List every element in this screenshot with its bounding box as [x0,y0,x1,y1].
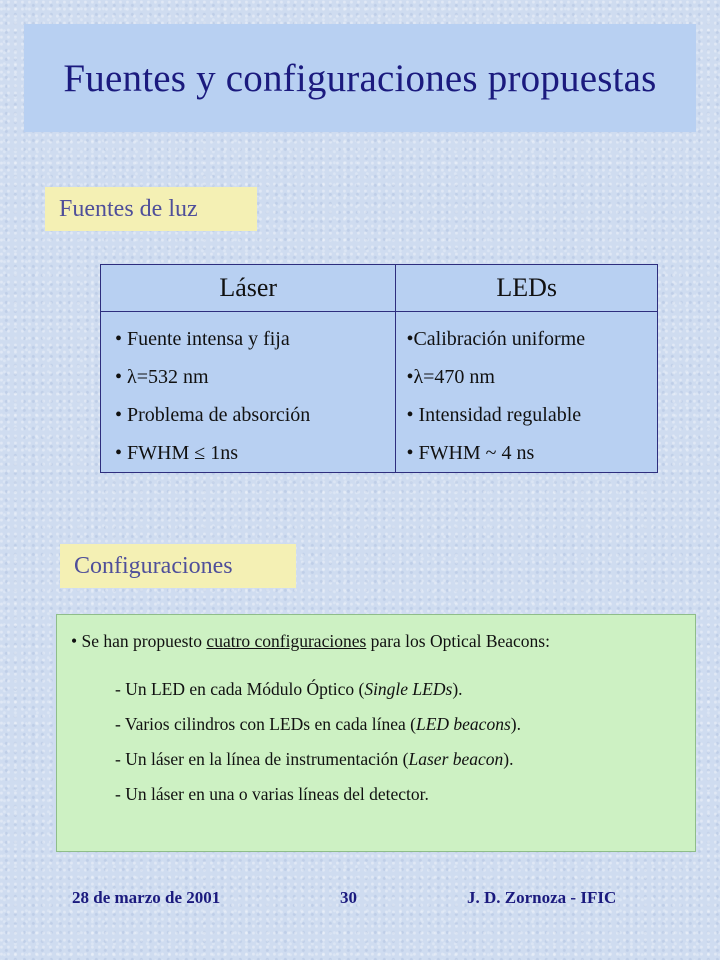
footer-date: 28 de marzo de 2001 [72,888,221,907]
list-item: • Problema de absorción [115,404,311,426]
list-item: - Un LED en cada Módulo Óptico (Single LEDs). [115,679,463,699]
configurations-box [56,614,696,852]
list-item: •Calibración uniforme [406,328,586,350]
leds-list [406,320,657,472]
footer-author: J. D. Zornoza - IFIC [467,888,617,907]
list-item: - Varios cilindros con LEDs en cada línea (LED beacons). [115,714,521,734]
section-label-fuentes: Fuentes de luz [45,187,257,231]
config-intro [71,628,685,655]
laser-list [115,320,395,472]
table-row [101,312,658,473]
table-header-laser: Láser [101,265,396,312]
leds-cell [396,312,658,473]
table-header-leds: LEDs [396,265,658,312]
list-item: • Intensidad regulable [406,404,582,426]
footer-page-number: 30 [340,888,357,907]
list-item: • Fuente intensa y fija [115,328,290,350]
intro-text-end: para los Optical Beacons: [366,631,550,651]
title-banner [24,24,696,132]
section-label-configuraciones: Configuraciones [60,544,296,588]
list-item: • λ=532 nm [115,366,209,388]
laser-cell [101,312,396,473]
intro-text: • Se han propuesto [71,631,207,651]
footer [0,888,720,914]
slide-title: Fuentes y configuraciones propuestas [63,56,657,100]
table-header-row [101,265,658,312]
comparison-table [100,264,658,473]
intro-underlined: cuatro configuraciones [206,631,367,651]
list-item: • FWHM ≤ 1ns [115,442,238,464]
list-item: - Un láser en la línea de instrumentación (Laser beacon). [115,749,514,769]
list-item: - Un láser en una o varias líneas del detector. [115,784,429,804]
config-list [71,672,685,812]
list-item: • FWHM ~ 4 ns [406,442,535,464]
list-item: •λ=470 nm [406,366,495,388]
